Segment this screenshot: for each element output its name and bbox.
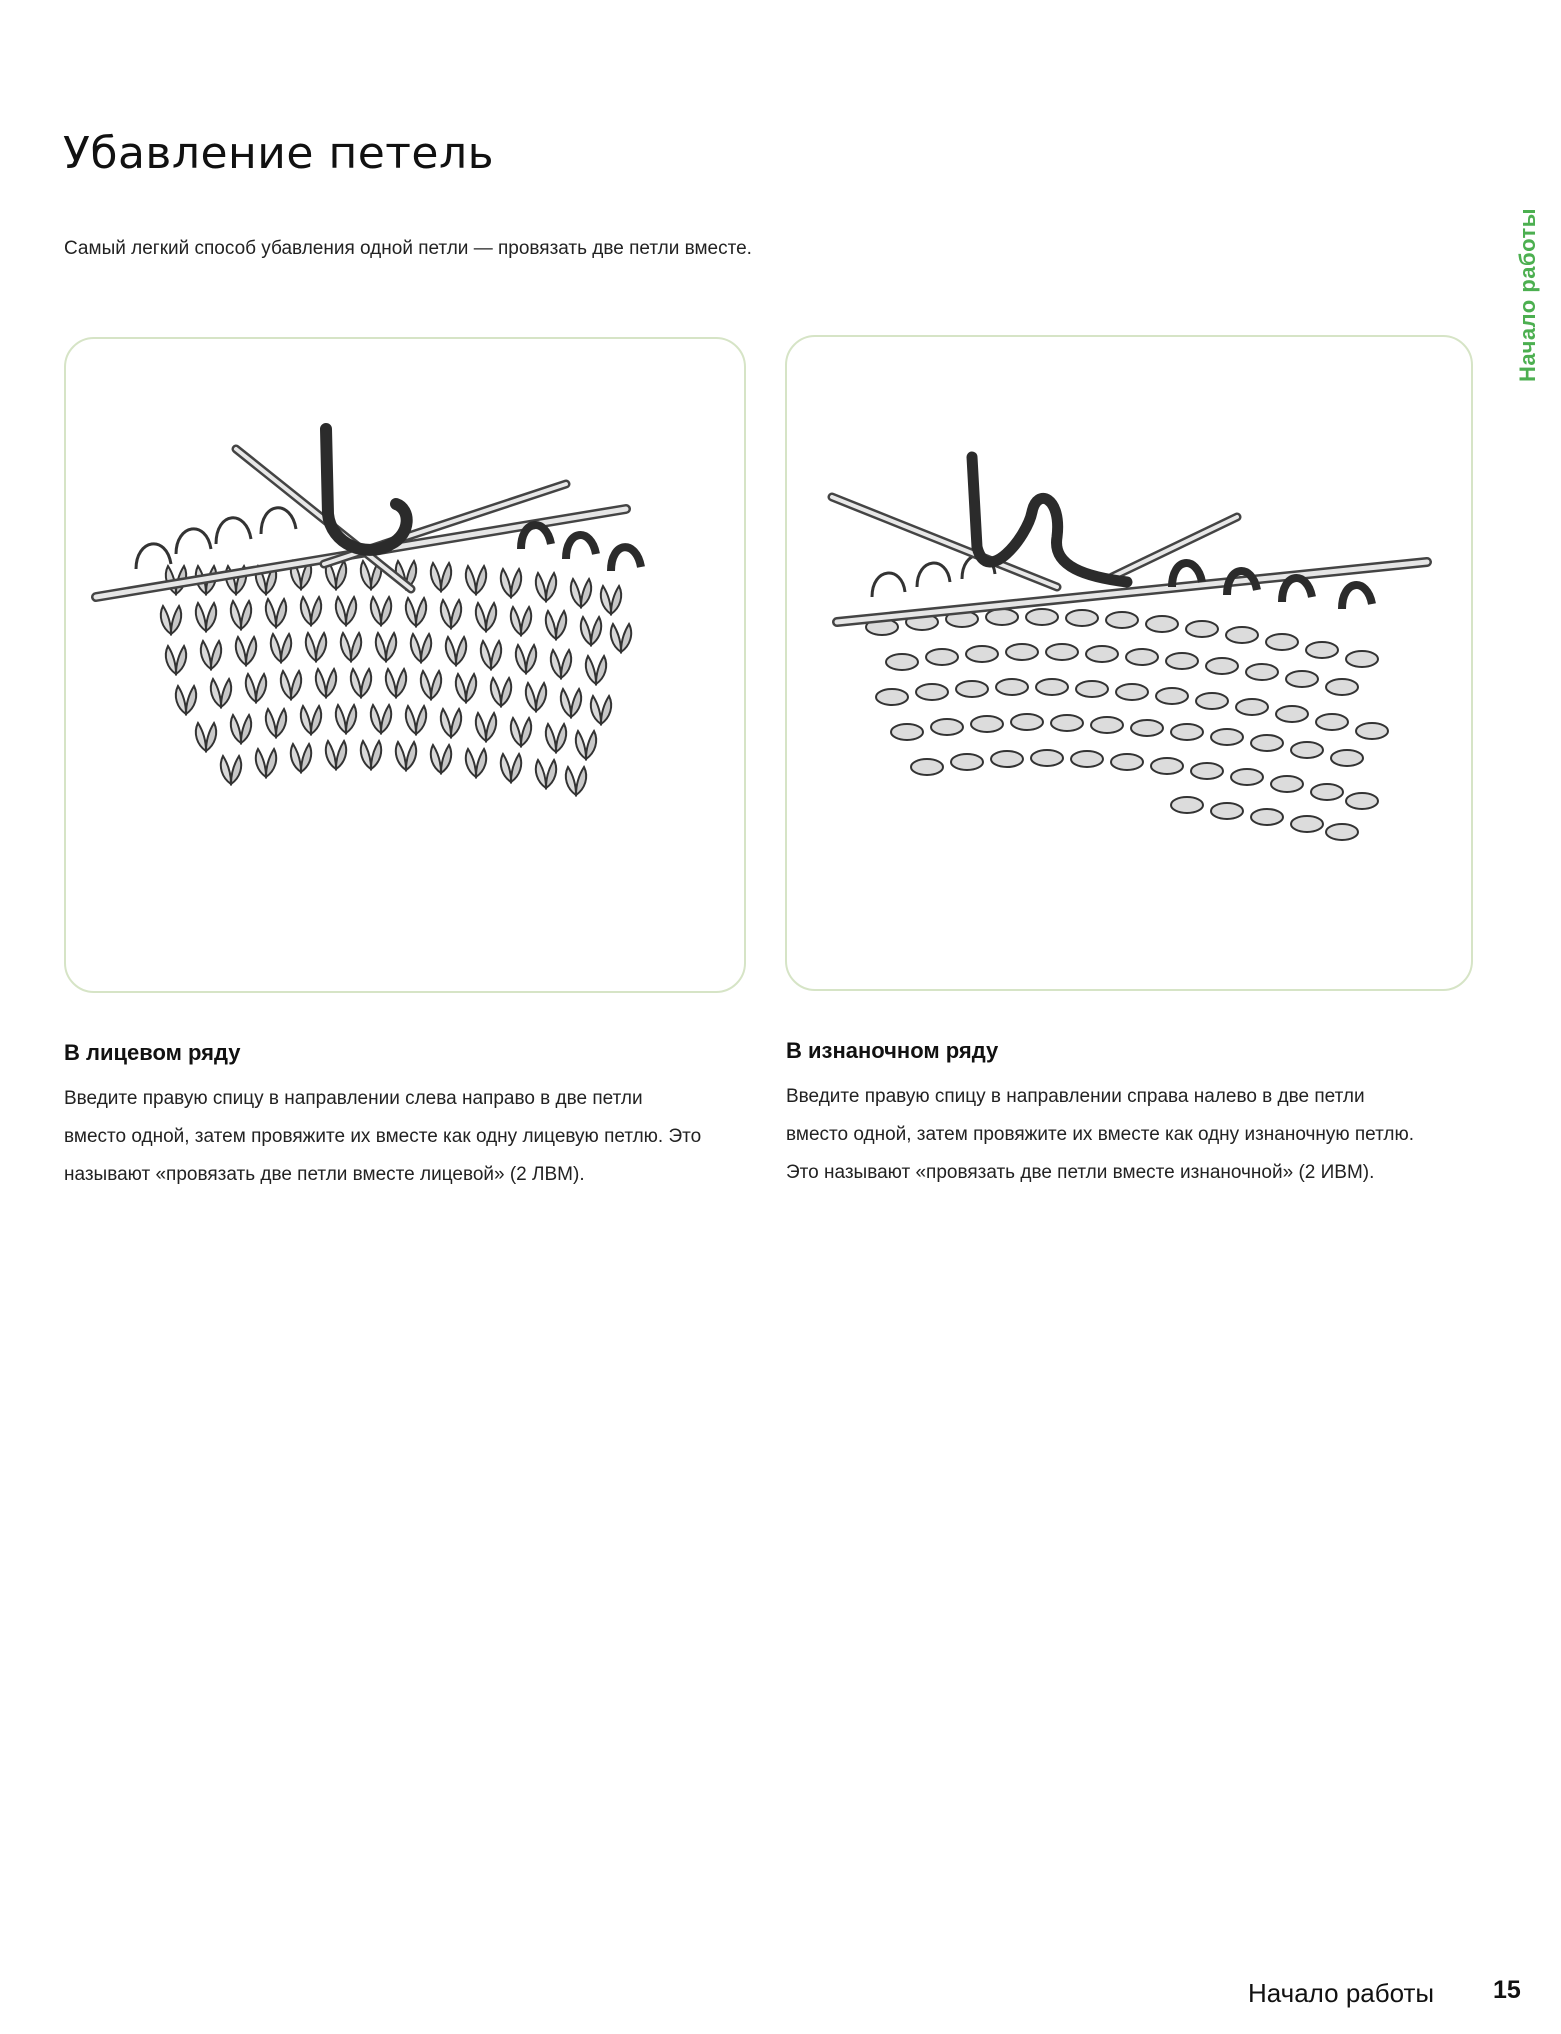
knit-stitch-drawing — [66, 339, 744, 991]
needle-loops — [136, 508, 296, 569]
knit-row-text: Введите правую спицу в направлении слева направо в две петли вместо одной, затем провяжите их вместе как одну лицевую петлю. Это называют «провязать две петли вместе лицевой» (2 ЛВМ). — [64, 1088, 702, 1185]
purl-stitch-drawing — [787, 337, 1471, 989]
knit-row-heading: В лицевом ряду — [64, 1040, 241, 1065]
page-number: 15 — [1493, 1976, 1521, 2004]
footer-section-title: Начало работы — [1248, 1978, 1435, 2008]
knit-fabric — [161, 561, 631, 795]
page-title: Убавление петель — [63, 128, 495, 179]
side-tab-section[interactable]: Начало работы — [1515, 207, 1540, 383]
purl-decrease-illustration — [785, 335, 1473, 991]
purl-row-heading: В изнаночном ряду — [786, 1038, 999, 1063]
knit-decrease-illustration — [64, 337, 746, 993]
purl-row-text: Введите правую спицу в направлении справа налево в две петли вместо одной, затем провяжите их вместе как одну изнаночную петлю. Это называют «провязать две петли вместе изнаночной» (2 ИВМ). — [786, 1086, 1415, 1183]
purl-row-section — [786, 1038, 1426, 1192]
purl-fabric — [866, 609, 1388, 840]
knit-row-section — [64, 1040, 704, 1194]
intro-text: Самый легкий способ убавления одной петли — провязать две петли вместе. — [64, 238, 752, 259]
